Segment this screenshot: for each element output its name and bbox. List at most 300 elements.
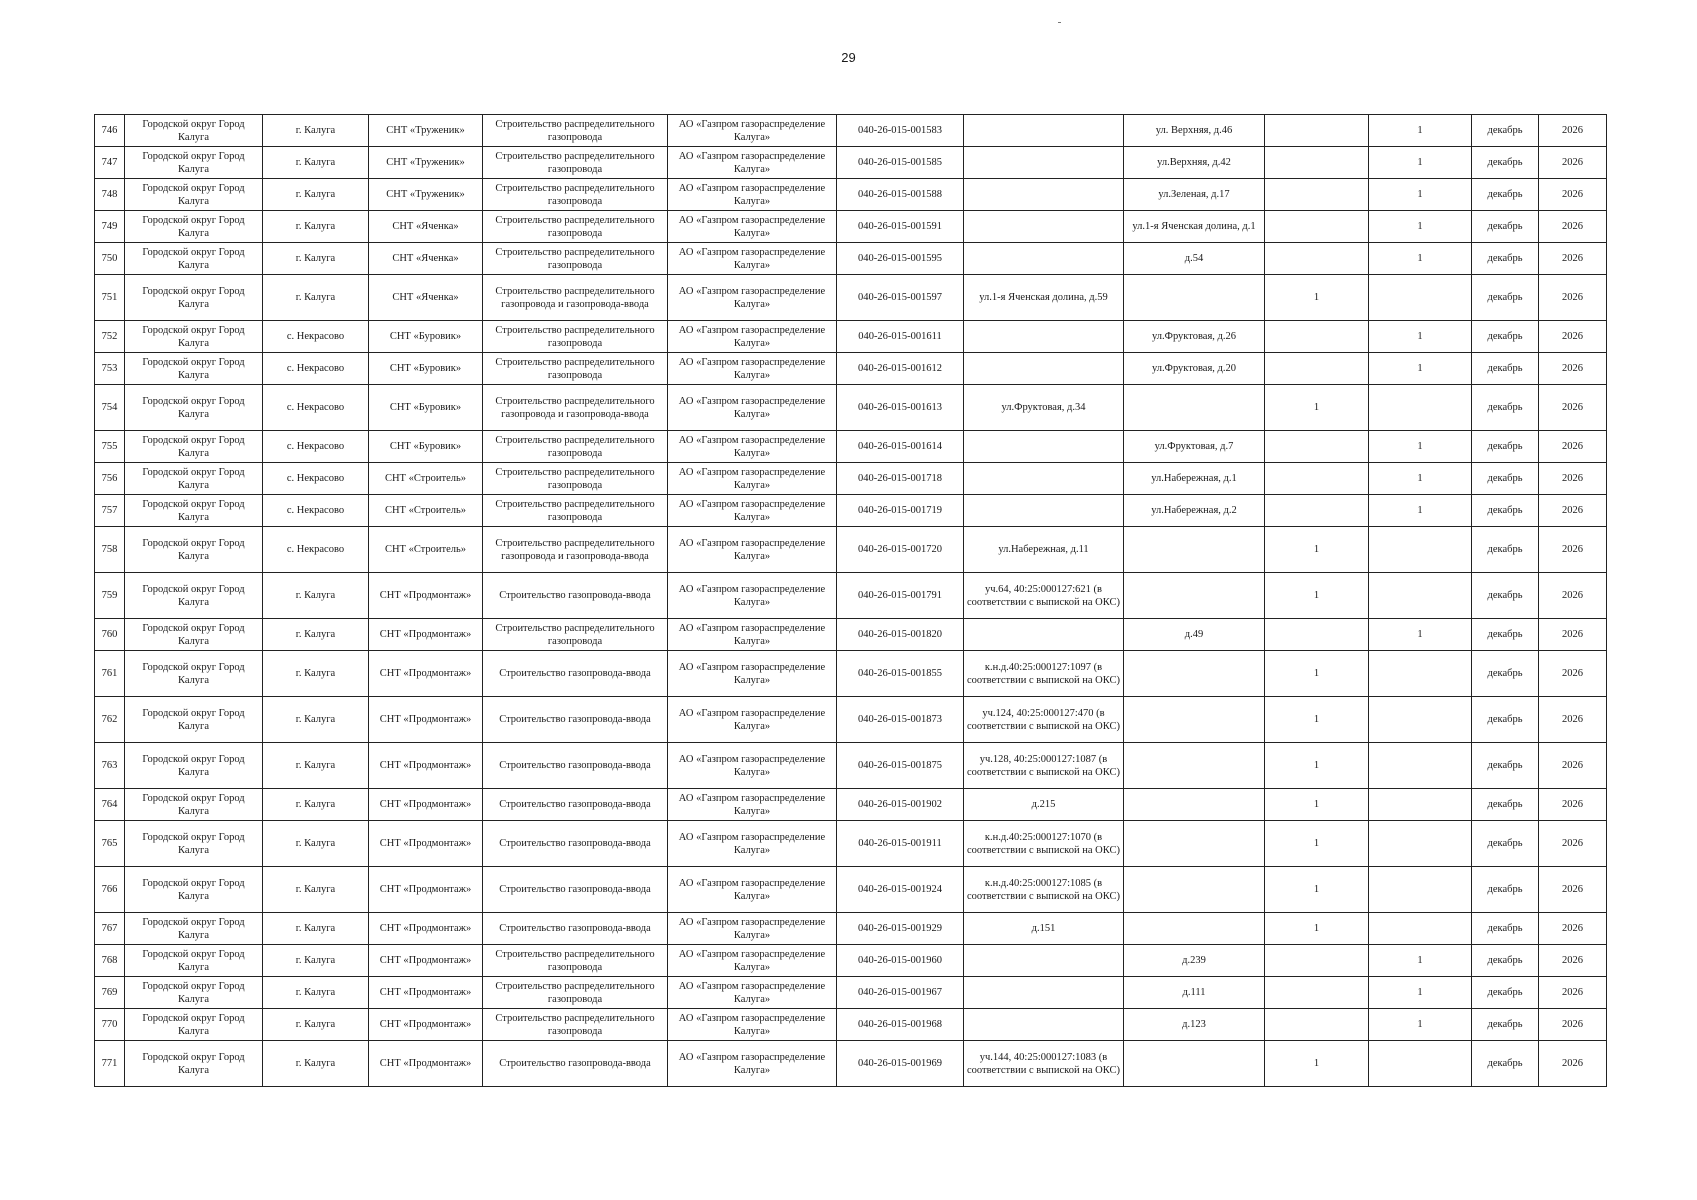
month-cell: декабрь <box>1472 275 1539 321</box>
work-type-cell: Строительство газопровода-ввода <box>483 867 668 913</box>
locality-cell: с. Некрасово <box>263 385 369 431</box>
page-number: 29 <box>841 50 856 65</box>
table-row <box>95 789 1607 821</box>
year-cell: 2026 <box>1539 743 1607 789</box>
quantity-network-cell: 1 <box>1369 211 1472 243</box>
quantity-network-cell <box>1369 385 1472 431</box>
district-cell: Городской округ Город Калуга <box>125 1041 263 1087</box>
row-number: 764 <box>95 789 125 821</box>
row-number: 768 <box>95 945 125 977</box>
snt-cell: СНТ «Труженик» <box>369 179 483 211</box>
object-code-cell: 040-26-015-001820 <box>837 619 964 651</box>
snt-cell: СНТ «Продмонтаж» <box>369 697 483 743</box>
quantity-input-cell <box>1265 977 1369 1009</box>
work-type-cell: Строительство газопровода-ввода <box>483 913 668 945</box>
row-number: 762 <box>95 697 125 743</box>
register-table <box>94 114 1607 1087</box>
district-cell: Городской округ Город Калуга <box>125 321 263 353</box>
object-code-cell: 040-26-015-001612 <box>837 353 964 385</box>
year-cell: 2026 <box>1539 431 1607 463</box>
district-cell: Городской округ Город Калуга <box>125 147 263 179</box>
snt-cell: СНТ «Яченка» <box>369 243 483 275</box>
month-cell: декабрь <box>1472 147 1539 179</box>
quantity-network-cell: 1 <box>1369 243 1472 275</box>
district-cell: Городской округ Город Калуга <box>125 651 263 697</box>
snt-cell: СНТ «Продмонтаж» <box>369 867 483 913</box>
table-row <box>95 495 1607 527</box>
object-code-cell: 040-26-015-001855 <box>837 651 964 697</box>
organization-cell: АО «Газпром газораспределение Калуга» <box>668 821 837 867</box>
object-code-cell: 040-26-015-001718 <box>837 463 964 495</box>
table-row <box>95 867 1607 913</box>
row-number: 771 <box>95 1041 125 1087</box>
quantity-input-cell: 1 <box>1265 821 1369 867</box>
row-number: 746 <box>95 115 125 147</box>
work-type-cell: Строительство газопровода-ввода <box>483 789 668 821</box>
table-row <box>95 431 1607 463</box>
object-code-cell: 040-26-015-001595 <box>837 243 964 275</box>
snt-cell: СНТ «Строитель» <box>369 495 483 527</box>
quantity-input-cell: 1 <box>1265 527 1369 573</box>
row-number: 749 <box>95 211 125 243</box>
organization-cell: АО «Газпром газораспределение Калуга» <box>668 619 837 651</box>
work-type-cell: Строительство распределительного газопровода <box>483 147 668 179</box>
object-code-cell: 040-26-015-001591 <box>837 211 964 243</box>
quantity-network-cell: 1 <box>1369 495 1472 527</box>
year-cell: 2026 <box>1539 527 1607 573</box>
table-row <box>95 463 1607 495</box>
row-number: 754 <box>95 385 125 431</box>
year-cell: 2026 <box>1539 1041 1607 1087</box>
organization-cell: АО «Газпром газораспределение Калуга» <box>668 353 837 385</box>
month-cell: декабрь <box>1472 385 1539 431</box>
address-input-cell: уч.124, 40:25:000127:470 (в соответствии с выпиской на ОКС) <box>964 697 1124 743</box>
year-cell: 2026 <box>1539 275 1607 321</box>
address-input-cell <box>964 495 1124 527</box>
locality-cell: г. Калуга <box>263 243 369 275</box>
month-cell: декабрь <box>1472 431 1539 463</box>
address-input-cell: уч.128, 40:25:000127:1087 (в соответствии с выпиской на ОКС) <box>964 743 1124 789</box>
locality-cell: г. Калуга <box>263 697 369 743</box>
year-cell: 2026 <box>1539 913 1607 945</box>
quantity-input-cell <box>1265 1009 1369 1041</box>
row-number: 759 <box>95 573 125 619</box>
address-network-cell <box>1124 527 1265 573</box>
snt-cell: СНТ «Продмонтаж» <box>369 1009 483 1041</box>
address-network-cell <box>1124 385 1265 431</box>
address-network-cell <box>1124 789 1265 821</box>
object-code-cell: 040-26-015-001583 <box>837 115 964 147</box>
table-row <box>95 1009 1607 1041</box>
table-row <box>95 573 1607 619</box>
table-row <box>95 913 1607 945</box>
object-code-cell: 040-26-015-001968 <box>837 1009 964 1041</box>
quantity-network-cell: 1 <box>1369 619 1472 651</box>
address-network-cell: д.123 <box>1124 1009 1265 1041</box>
address-network-cell: д.239 <box>1124 945 1265 977</box>
snt-cell: СНТ «Яченка» <box>369 211 483 243</box>
address-network-cell: д.54 <box>1124 243 1265 275</box>
work-type-cell: Строительство распределительного газопровода <box>483 945 668 977</box>
table-row <box>95 821 1607 867</box>
row-number: 763 <box>95 743 125 789</box>
address-network-cell <box>1124 821 1265 867</box>
organization-cell: АО «Газпром газораспределение Калуга» <box>668 321 837 353</box>
work-type-cell: Строительство газопровода-ввода <box>483 821 668 867</box>
year-cell: 2026 <box>1539 1009 1607 1041</box>
register-rows <box>95 115 1607 1087</box>
address-input-cell: к.н.д.40:25:000127:1085 (в соответствии с выпиской на ОКС) <box>964 867 1124 913</box>
year-cell: 2026 <box>1539 821 1607 867</box>
address-network-cell <box>1124 697 1265 743</box>
district-cell: Городской округ Город Калуга <box>125 867 263 913</box>
month-cell: декабрь <box>1472 977 1539 1009</box>
district-cell: Городской округ Город Калуга <box>125 619 263 651</box>
organization-cell: АО «Газпром газораспределение Калуга» <box>668 867 837 913</box>
district-cell: Городской округ Город Калуга <box>125 179 263 211</box>
month-cell: декабрь <box>1472 867 1539 913</box>
quantity-network-cell: 1 <box>1369 147 1472 179</box>
quantity-input-cell <box>1265 179 1369 211</box>
address-input-cell: д.151 <box>964 913 1124 945</box>
table-row <box>95 321 1607 353</box>
work-type-cell: Строительство распределительного газопровода <box>483 1009 668 1041</box>
object-code-cell: 040-26-015-001597 <box>837 275 964 321</box>
district-cell: Городской округ Город Калуга <box>125 821 263 867</box>
year-cell: 2026 <box>1539 463 1607 495</box>
table-row <box>95 211 1607 243</box>
address-input-cell <box>964 243 1124 275</box>
locality-cell: г. Калуга <box>263 115 369 147</box>
quantity-input-cell: 1 <box>1265 789 1369 821</box>
address-input-cell: ул.1-я Яченская долина, д.59 <box>964 275 1124 321</box>
row-number: 751 <box>95 275 125 321</box>
address-network-cell: ул.Верхняя, д.42 <box>1124 147 1265 179</box>
month-cell: декабрь <box>1472 743 1539 789</box>
address-input-cell: уч.64, 40:25:000127:621 (в соответствии с выпиской на ОКС) <box>964 573 1124 619</box>
organization-cell: АО «Газпром газораспределение Калуга» <box>668 431 837 463</box>
month-cell: декабрь <box>1472 1009 1539 1041</box>
month-cell: декабрь <box>1472 619 1539 651</box>
object-code-cell: 040-26-015-001873 <box>837 697 964 743</box>
month-cell: декабрь <box>1472 179 1539 211</box>
table-row <box>95 697 1607 743</box>
work-type-cell: Строительство распределительного газопровода <box>483 353 668 385</box>
year-cell: 2026 <box>1539 147 1607 179</box>
locality-cell: с. Некрасово <box>263 353 369 385</box>
snt-cell: СНТ «Продмонтаж» <box>369 619 483 651</box>
object-code-cell: 040-26-015-001969 <box>837 1041 964 1087</box>
object-code-cell: 040-26-015-001929 <box>837 913 964 945</box>
month-cell: декабрь <box>1472 1041 1539 1087</box>
row-number: 748 <box>95 179 125 211</box>
month-cell: декабрь <box>1472 697 1539 743</box>
address-input-cell: ул.Набережная, д.11 <box>964 527 1124 573</box>
row-number: 769 <box>95 977 125 1009</box>
quantity-network-cell <box>1369 913 1472 945</box>
locality-cell: г. Калуга <box>263 945 369 977</box>
quantity-input-cell <box>1265 463 1369 495</box>
quantity-network-cell: 1 <box>1369 431 1472 463</box>
address-input-cell <box>964 353 1124 385</box>
locality-cell: г. Калуга <box>263 211 369 243</box>
year-cell: 2026 <box>1539 697 1607 743</box>
organization-cell: АО «Газпром газораспределение Калуга» <box>668 651 837 697</box>
district-cell: Городской округ Город Калуга <box>125 385 263 431</box>
locality-cell: г. Калуга <box>263 867 369 913</box>
locality-cell: г. Калуга <box>263 619 369 651</box>
snt-cell: СНТ «Буровик» <box>369 431 483 463</box>
organization-cell: АО «Газпром газораспределение Калуга» <box>668 1009 837 1041</box>
organization-cell: АО «Газпром газораспределение Калуга» <box>668 147 837 179</box>
locality-cell: г. Калуга <box>263 179 369 211</box>
quantity-network-cell: 1 <box>1369 179 1472 211</box>
quantity-network-cell: 1 <box>1369 977 1472 1009</box>
snt-cell: СНТ «Яченка» <box>369 275 483 321</box>
table-row <box>95 945 1607 977</box>
district-cell: Городской округ Город Калуга <box>125 275 263 321</box>
snt-cell: СНТ «Продмонтаж» <box>369 1041 483 1087</box>
work-type-cell: Строительство распределительного газопровода <box>483 495 668 527</box>
object-code-cell: 040-26-015-001924 <box>837 867 964 913</box>
locality-cell: г. Калуга <box>263 275 369 321</box>
quantity-input-cell <box>1265 495 1369 527</box>
row-number: 747 <box>95 147 125 179</box>
address-input-cell <box>964 431 1124 463</box>
address-network-cell <box>1124 651 1265 697</box>
district-cell: Городской округ Город Калуга <box>125 353 263 385</box>
address-network-cell: ул.Набережная, д.1 <box>1124 463 1265 495</box>
address-network-cell <box>1124 913 1265 945</box>
locality-cell: г. Калуга <box>263 789 369 821</box>
address-input-cell <box>964 945 1124 977</box>
quantity-network-cell: 1 <box>1369 945 1472 977</box>
month-cell: декабрь <box>1472 321 1539 353</box>
table-row <box>95 619 1607 651</box>
locality-cell: г. Калуга <box>263 1009 369 1041</box>
quantity-network-cell: 1 <box>1369 353 1472 385</box>
row-number: 756 <box>95 463 125 495</box>
quantity-network-cell <box>1369 275 1472 321</box>
organization-cell: АО «Газпром газораспределение Калуга» <box>668 1041 837 1087</box>
month-cell: декабрь <box>1472 495 1539 527</box>
district-cell: Городской округ Город Калуга <box>125 527 263 573</box>
quantity-input-cell: 1 <box>1265 651 1369 697</box>
object-code-cell: 040-26-015-001719 <box>837 495 964 527</box>
locality-cell: г. Калуга <box>263 1041 369 1087</box>
quantity-network-cell <box>1369 821 1472 867</box>
quantity-network-cell <box>1369 527 1472 573</box>
year-cell: 2026 <box>1539 619 1607 651</box>
table-row <box>95 977 1607 1009</box>
snt-cell: СНТ «Продмонтаж» <box>369 573 483 619</box>
organization-cell: АО «Газпром газораспределение Калуга» <box>668 945 837 977</box>
locality-cell: г. Калуга <box>263 147 369 179</box>
row-number: 765 <box>95 821 125 867</box>
quantity-input-cell: 1 <box>1265 275 1369 321</box>
object-code-cell: 040-26-015-001720 <box>837 527 964 573</box>
address-network-cell <box>1124 275 1265 321</box>
year-cell: 2026 <box>1539 243 1607 275</box>
year-cell: 2026 <box>1539 385 1607 431</box>
work-type-cell: Строительство распределительного газопровода <box>483 211 668 243</box>
snt-cell: СНТ «Буровик» <box>369 353 483 385</box>
address-network-cell <box>1124 743 1265 789</box>
year-cell: 2026 <box>1539 977 1607 1009</box>
locality-cell: г. Калуга <box>263 651 369 697</box>
quantity-network-cell <box>1369 573 1472 619</box>
table-row <box>95 1041 1607 1087</box>
table-row <box>95 527 1607 573</box>
row-number: 760 <box>95 619 125 651</box>
quantity-network-cell <box>1369 1041 1472 1087</box>
address-network-cell: ул.Фруктовая, д.7 <box>1124 431 1265 463</box>
quantity-input-cell <box>1265 431 1369 463</box>
work-type-cell: Строительство газопровода-ввода <box>483 743 668 789</box>
year-cell: 2026 <box>1539 573 1607 619</box>
table-row <box>95 115 1607 147</box>
address-network-cell <box>1124 867 1265 913</box>
object-code-cell: 040-26-015-001911 <box>837 821 964 867</box>
snt-cell: СНТ «Труженик» <box>369 115 483 147</box>
quantity-network-cell <box>1369 697 1472 743</box>
organization-cell: АО «Газпром газораспределение Калуга» <box>668 697 837 743</box>
work-type-cell: Строительство распределительного газопровода <box>483 115 668 147</box>
month-cell: декабрь <box>1472 573 1539 619</box>
year-cell: 2026 <box>1539 353 1607 385</box>
district-cell: Городской округ Город Калуга <box>125 431 263 463</box>
work-type-cell: Строительство распределительного газопровода <box>483 977 668 1009</box>
work-type-cell: Строительство распределительного газопровода <box>483 431 668 463</box>
organization-cell: АО «Газпром газораспределение Калуга» <box>668 743 837 789</box>
quantity-input-cell: 1 <box>1265 573 1369 619</box>
address-network-cell <box>1124 1041 1265 1087</box>
table-row <box>95 385 1607 431</box>
snt-cell: СНТ «Труженик» <box>369 147 483 179</box>
organization-cell: АО «Газпром газораспределение Калуга» <box>668 243 837 275</box>
locality-cell: г. Калуга <box>263 913 369 945</box>
quantity-input-cell <box>1265 211 1369 243</box>
month-cell: декабрь <box>1472 913 1539 945</box>
organization-cell: АО «Газпром газораспределение Калуга» <box>668 495 837 527</box>
table-row <box>95 651 1607 697</box>
work-type-cell: Строительство распределительного газопровода <box>483 243 668 275</box>
month-cell: декабрь <box>1472 115 1539 147</box>
work-type-cell: Строительство газопровода-ввода <box>483 1041 668 1087</box>
row-number: 752 <box>95 321 125 353</box>
work-type-cell: Строительство распределительного газопровода <box>483 463 668 495</box>
quantity-input-cell <box>1265 321 1369 353</box>
locality-cell: с. Некрасово <box>263 321 369 353</box>
work-type-cell: Строительство распределительного газопровода и газопровода-ввода <box>483 527 668 573</box>
address-input-cell: к.н.д.40:25:000127:1070 (в соответствии с выпиской на ОКС) <box>964 821 1124 867</box>
district-cell: Городской округ Город Калуга <box>125 211 263 243</box>
object-code-cell: 040-26-015-001613 <box>837 385 964 431</box>
locality-cell: с. Некрасово <box>263 527 369 573</box>
organization-cell: АО «Газпром газораспределение Калуга» <box>668 179 837 211</box>
organization-cell: АО «Газпром газораспределение Калуга» <box>668 527 837 573</box>
month-cell: декабрь <box>1472 527 1539 573</box>
row-number: 770 <box>95 1009 125 1041</box>
quantity-input-cell: 1 <box>1265 867 1369 913</box>
district-cell: Городской округ Город Калуга <box>125 743 263 789</box>
snt-cell: СНТ «Продмонтаж» <box>369 945 483 977</box>
locality-cell: г. Калуга <box>263 573 369 619</box>
row-number: 750 <box>95 243 125 275</box>
quantity-network-cell <box>1369 651 1472 697</box>
address-network-cell: ул.Фруктовая, д.20 <box>1124 353 1265 385</box>
address-network-cell: ул.Фруктовая, д.26 <box>1124 321 1265 353</box>
work-type-cell: Строительство распределительного газопровода <box>483 619 668 651</box>
quantity-input-cell <box>1265 945 1369 977</box>
quantity-input-cell: 1 <box>1265 385 1369 431</box>
row-number: 767 <box>95 913 125 945</box>
year-cell: 2026 <box>1539 789 1607 821</box>
quantity-input-cell: 1 <box>1265 697 1369 743</box>
district-cell: Городской округ Город Калуга <box>125 495 263 527</box>
quantity-network-cell: 1 <box>1369 463 1472 495</box>
quantity-network-cell <box>1369 789 1472 821</box>
quantity-network-cell <box>1369 743 1472 789</box>
snt-cell: СНТ «Строитель» <box>369 527 483 573</box>
work-type-cell: Строительство газопровода-ввода <box>483 573 668 619</box>
organization-cell: АО «Газпром газораспределение Калуга» <box>668 275 837 321</box>
object-code-cell: 040-26-015-001585 <box>837 147 964 179</box>
address-input-cell <box>964 179 1124 211</box>
year-cell: 2026 <box>1539 945 1607 977</box>
object-code-cell: 040-26-015-001967 <box>837 977 964 1009</box>
address-network-cell: ул.1-я Яченская долина, д.1 <box>1124 211 1265 243</box>
year-cell: 2026 <box>1539 321 1607 353</box>
district-cell: Городской округ Город Калуга <box>125 697 263 743</box>
table-row <box>95 179 1607 211</box>
organization-cell: АО «Газпром газораспределение Калуга» <box>668 211 837 243</box>
district-cell: Городской округ Город Калуга <box>125 573 263 619</box>
object-code-cell: 040-26-015-001611 <box>837 321 964 353</box>
month-cell: декабрь <box>1472 821 1539 867</box>
quantity-input-cell <box>1265 353 1369 385</box>
row-number: 753 <box>95 353 125 385</box>
organization-cell: АО «Газпром газораспределение Калуга» <box>668 115 837 147</box>
work-type-cell: Строительство распределительного газопровода и газопровода-ввода <box>483 275 668 321</box>
work-type-cell: Строительство газопровода-ввода <box>483 697 668 743</box>
address-network-cell: ул.Набережная, д.2 <box>1124 495 1265 527</box>
quantity-input-cell: 1 <box>1265 743 1369 789</box>
snt-cell: СНТ «Продмонтаж» <box>369 821 483 867</box>
address-input-cell <box>964 115 1124 147</box>
organization-cell: АО «Газпром газораспределение Калуга» <box>668 573 837 619</box>
row-number: 757 <box>95 495 125 527</box>
month-cell: декабрь <box>1472 463 1539 495</box>
district-cell: Городской округ Город Калуга <box>125 945 263 977</box>
quantity-network-cell: 1 <box>1369 115 1472 147</box>
locality-cell: с. Некрасово <box>263 495 369 527</box>
table-row <box>95 353 1607 385</box>
address-input-cell <box>964 977 1124 1009</box>
locality-cell: с. Некрасово <box>263 463 369 495</box>
address-input-cell: к.н.д.40:25:000127:1097 (в соответствии с выпиской на ОКС) <box>964 651 1124 697</box>
locality-cell: с. Некрасово <box>263 431 369 463</box>
organization-cell: АО «Газпром газораспределение Калуга» <box>668 385 837 431</box>
address-network-cell: ул. Верхняя, д.46 <box>1124 115 1265 147</box>
locality-cell: г. Калуга <box>263 821 369 867</box>
quantity-input-cell <box>1265 243 1369 275</box>
snt-cell: СНТ «Продмонтаж» <box>369 743 483 789</box>
work-type-cell: Строительство газопровода-ввода <box>483 651 668 697</box>
work-type-cell: Строительство распределительного газопровода <box>483 321 668 353</box>
quantity-input-cell <box>1265 115 1369 147</box>
row-number: 758 <box>95 527 125 573</box>
